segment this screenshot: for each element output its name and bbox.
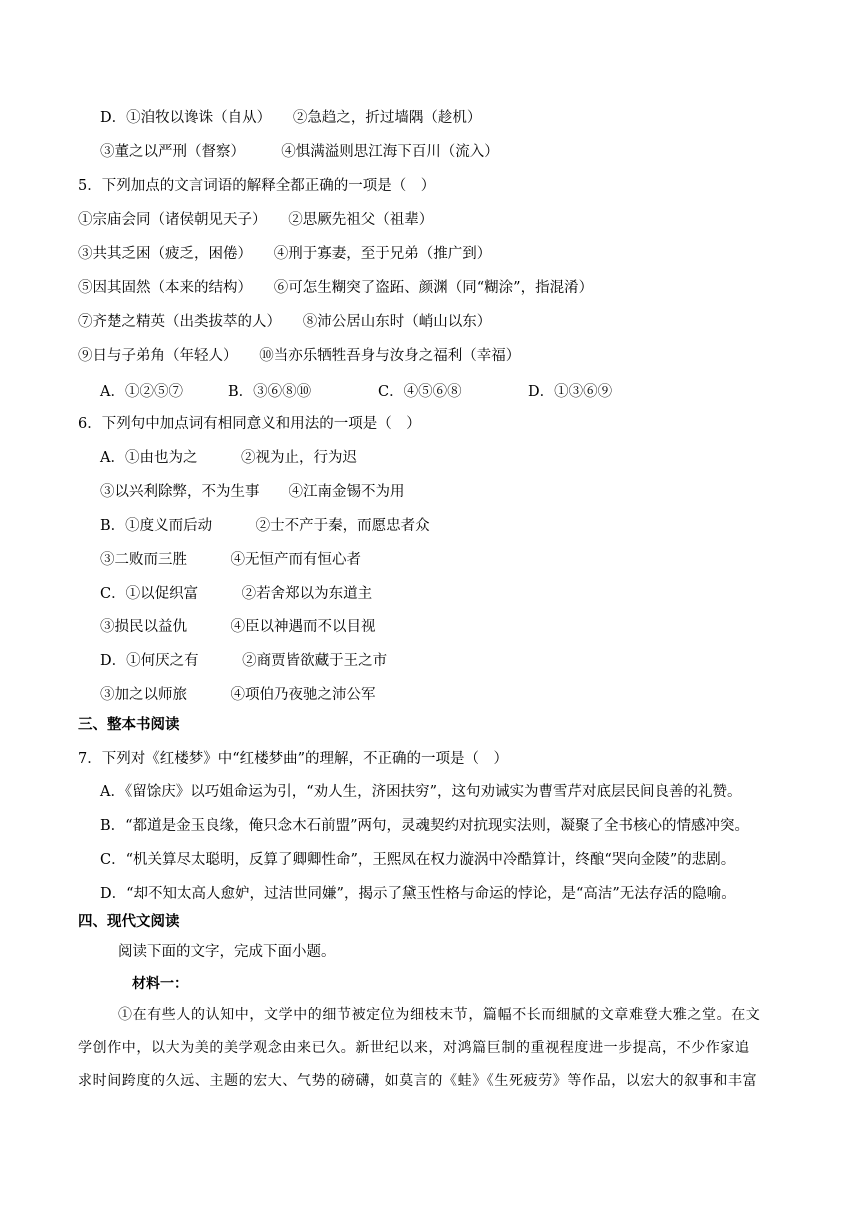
section-heading-3: 三、整本书阅读 bbox=[78, 717, 180, 733]
paragraph-line: ①在有些人的认知中，文学中的细节被定位为细枝末节，篇幅不长而细腻的文章难登大雅之堂。在文 bbox=[118, 1007, 761, 1023]
q7-option-b: B．“都道是金玉良缘，俺只念木石前盟”两句，灵魂契约对抗现实法则，凝聚了全书核心的情感冲突。 bbox=[100, 818, 749, 834]
q5-item: ⑦齐楚之精英（出类拔萃的人） ⑧沛公居山东时（峭山以东） bbox=[78, 314, 492, 330]
q5-item: ⑨日与子弟角（年轻人） ⑩当亦乐牺牲吾身与汝身之福利（幸福） bbox=[78, 348, 521, 364]
section-heading-4: 四、现代文阅读 bbox=[78, 914, 180, 930]
q5-stem: 5．下列加点的文言词语的解释全都正确的一项是（ ） bbox=[78, 178, 436, 194]
q6-line: A．①由也为之 ②视为止，行为迟 bbox=[100, 450, 357, 466]
q7-option-a: A．《留馀庆》以巧姐命运为引，“劝人生，济困扶穷”，这句劝诫实为曹雪芹对底层民间良善的礼赞。 bbox=[100, 784, 742, 800]
q5-option-a: A．①②⑤⑦ bbox=[100, 384, 183, 400]
q6-line: B．①度义而后动 ②士不产于秦，而愿忠者众 bbox=[100, 518, 430, 534]
paragraph-line: 求时间跨度的久远、主题的宏大、气势的磅礴，如莫言的《蛙》《生死疲劳》等作品，以宏大的叙事和丰富 bbox=[78, 1073, 758, 1089]
q6-line: ③加之以师旅 ④项伯乃夜驰之沛公军 bbox=[100, 687, 376, 703]
q6-line: ③以兴利除弊，不为生事 ④江南金锡不为用 bbox=[100, 484, 405, 500]
q6-line: ③损民以益仇 ④臣以神遇而不以目视 bbox=[100, 619, 376, 635]
q5-option-c: C．④⑤⑥⑧ bbox=[378, 384, 462, 400]
material-label: 材料一： bbox=[132, 976, 188, 992]
q7-option-c: C．“机关算尽太聪明，反算了卿卿性命”，王熙凤在权力漩涡中冷酷算计，终酿“哭向金陵”的悲剧。 bbox=[100, 852, 736, 868]
q5-item: ③共其乏困（疲乏，困倦） ④刑于寡妻，至于兄弟（推广到） bbox=[78, 246, 492, 262]
q5-option-d: D．①③⑥⑨ bbox=[528, 384, 613, 400]
q6-line: C．①以促织富 ②若舍郑以为东道主 bbox=[100, 586, 373, 602]
q4-option-d-line1: D．①洎牧以谗诛（自从） ②急趋之，折过墙隅（趁机） bbox=[100, 110, 482, 126]
paragraph-line: 学创作中，以大为美的美学观念由来已久。新世纪以来，对鸿篇巨制的重视程度进一步提高，不少作家追 bbox=[78, 1040, 750, 1056]
reading-instruction: 阅读下面的文字，完成下面小题。 bbox=[118, 944, 336, 960]
q5-option-b: B．③⑥⑧⑩ bbox=[228, 384, 312, 400]
q5-item: ⑤因其固然（本来的结构） ⑥可怎生糊突了盗跖、颜渊（同“糊涂”，指混淆） bbox=[78, 280, 594, 296]
q4-option-d-line2: ③董之以严刑（督察） ④惧满溢则思江海下百川（流入） bbox=[100, 144, 499, 160]
q6-stem: 6．下列句中加点词有相同意义和用法的一项是（ ） bbox=[78, 416, 421, 432]
q7-option-d: D．“却不知太高人愈妒，过洁世同嫌”，揭示了黛玉性格与命运的悖论，是“高洁”无法存活的隐喻。 bbox=[100, 886, 736, 902]
q6-line: ③二败而三胜 ④无恒产而有恒心者 bbox=[100, 552, 361, 568]
q5-item: ①宗庙会同（诸侯朝见天子） ②思厥先祖父（祖辈） bbox=[78, 212, 434, 228]
q6-line: D．①何厌之有 ②商贾皆欲藏于王之市 bbox=[100, 653, 388, 669]
q7-stem: 7．下列对《红楼梦》中“红楼梦曲”的理解，不正确的一项是（ ） bbox=[78, 751, 509, 767]
